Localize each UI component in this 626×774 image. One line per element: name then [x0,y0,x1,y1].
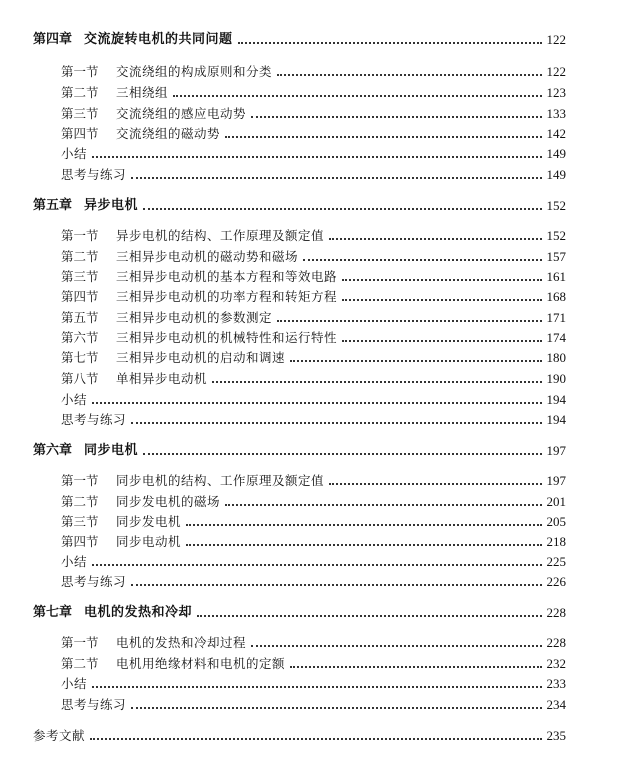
toc-section-row[interactable] [61,533,566,551]
section-number: 第八节 [61,371,99,386]
section-number: 第二节 [61,656,99,671]
toc-entry-label [61,675,87,693]
dot-leader [131,707,541,709]
toc-section-row[interactable] [61,655,566,673]
page-number: 197 [546,473,566,488]
dot-leader [212,381,541,383]
page-number: 235 [546,728,566,743]
dot-leader [131,422,541,424]
toc-entry-title: 交流绕组的构成原则和分类 [116,64,273,79]
dot-leader [92,156,541,158]
toc-entry-title: 交流绕组的感应电动势 [116,106,247,121]
toc-entry-title: 同步电机 [84,443,139,458]
toc-section-row[interactable] [61,634,566,652]
toc-section-row[interactable] [61,472,566,490]
toc-entry-label [33,442,138,460]
toc-entry-title: 思考与练习 [61,167,127,182]
toc-entry-title: 三相绕组 [116,85,169,100]
toc-entry-title: 三相异步电动机的机械特性和运行特性 [116,330,338,345]
toc-section-row[interactable] [61,573,566,591]
page-number: 194 [546,392,566,407]
toc-entry-title: 三相异步电动机的磁动势和磁场 [116,249,299,264]
toc-section-row[interactable] [61,125,566,143]
dot-leader [131,177,541,179]
dot-leader [225,136,541,138]
toc-entry-title: 异步电机 [84,198,139,213]
toc-entry-title: 同步发电机 [116,514,182,529]
toc-entry-label [33,197,138,215]
dot-leader [186,524,541,526]
toc-section-row[interactable] [61,63,566,81]
dot-leader [186,544,541,546]
section-number: 第一节 [61,64,99,79]
dot-leader [143,208,541,210]
toc-entry-title: 思考与练习 [61,574,127,589]
dot-leader [342,299,541,301]
toc-section-row[interactable] [61,227,566,245]
toc-section-row[interactable] [61,309,566,327]
section-number: 第六节 [61,330,99,345]
toc-entry-label [61,84,168,102]
toc-entry-title: 参考文献 [33,728,86,743]
toc-entry-label [61,655,285,673]
toc-entry-title: 同步电动机 [116,534,182,549]
toc-chapter-row[interactable] [33,31,566,49]
toc-section-row[interactable] [61,513,566,531]
page-number: 234 [546,697,566,712]
dot-leader [173,95,541,97]
toc-section-row[interactable] [61,268,566,286]
toc-entry-label [61,145,87,163]
toc-entry-title: 异步电机的结构、工作原理及额定值 [116,228,325,243]
toc-section-row[interactable] [61,248,566,266]
toc-entry-label [61,533,181,551]
dot-leader [90,738,541,740]
page-number: 152 [546,198,566,213]
toc-entry-label [61,268,337,286]
toc-references-row[interactable] [33,727,566,745]
section-number: 第一节 [61,473,99,488]
toc-entry-title: 小结 [61,392,88,407]
toc-section-row[interactable] [61,553,566,571]
toc-entry-label [61,553,87,571]
chapter-number: 第六章 [33,443,73,458]
toc-entry-title: 交流旋转电机的共同问题 [84,32,233,47]
page-number: 180 [546,350,566,365]
toc-entry-label [33,31,233,49]
page-number: 225 [546,554,566,569]
toc-section-row[interactable] [61,166,566,184]
toc-section-row[interactable] [61,493,566,511]
page-number: 168 [546,289,566,304]
page-number: 122 [546,64,566,79]
toc-entry-label [33,604,192,622]
toc-section-row[interactable] [61,675,566,693]
section-number: 第四节 [61,289,99,304]
page-number: 228 [546,635,566,650]
toc-entry-label [61,125,220,143]
page-number: 205 [546,514,566,529]
toc-section-row[interactable] [61,349,566,367]
toc-entry-label [61,227,324,245]
dot-leader [329,238,541,240]
dot-leader [342,279,541,281]
section-number: 第四节 [61,126,99,141]
dot-leader [92,402,541,404]
page-number: 171 [546,310,566,325]
toc-entry-title: 三相异步电动机的参数测定 [116,310,273,325]
toc-entry-title: 思考与练习 [61,412,127,427]
toc-section-row[interactable] [61,696,566,714]
toc-entry-title: 三相异步电动机的基本方程和等效电路 [116,269,338,284]
toc-entry-title: 三相异步电动机的启动和调速 [116,350,286,365]
page-number: 226 [546,574,566,589]
toc-entry-title: 单相异步电动机 [116,371,208,386]
section-number: 第三节 [61,106,99,121]
toc-chapter-row[interactable] [33,197,566,215]
toc-entry-title: 电机的发热和冷却 [84,605,193,620]
dot-leader [251,116,541,118]
page-number: 149 [546,146,566,161]
page-number: 157 [546,249,566,264]
dot-leader [225,504,541,506]
toc-entry-label [61,513,181,531]
dot-leader [277,74,541,76]
toc-entry-title: 小结 [61,676,88,691]
dot-leader [197,615,541,617]
page-number: 122 [546,32,566,47]
toc-entry-title: 交流绕组的磁动势 [116,126,221,141]
dot-leader [92,686,541,688]
page-number: 228 [546,605,566,620]
toc-chapter-row[interactable] [33,604,566,622]
section-number: 第三节 [61,269,99,284]
dot-leader [238,42,542,44]
toc-entry-label [61,329,337,347]
page-number: 190 [546,371,566,386]
toc-entry-label [61,634,246,652]
dot-leader [92,564,541,566]
toc-entry-label [61,493,220,511]
toc-entry-label [33,727,85,745]
section-number: 第二节 [61,494,99,509]
page-number: 149 [546,167,566,182]
toc-section-row[interactable] [61,391,566,409]
chapter-number: 第七章 [33,605,73,620]
toc-entry-label [61,349,285,367]
section-number: 第七节 [61,350,99,365]
toc-entry-title: 同步发电机的磁场 [116,494,221,509]
dot-leader [290,360,541,362]
dot-leader [251,645,541,647]
section-number: 第一节 [61,635,99,650]
toc-entry-title: 同步电机的结构、工作原理及额定值 [116,473,325,488]
toc-entry-label [61,63,272,81]
dot-leader [303,259,541,261]
toc-section-row[interactable] [61,288,566,306]
toc-entry-title: 思考与练习 [61,697,127,712]
dot-leader [131,584,541,586]
toc-section-row[interactable] [61,411,566,429]
toc-section-row[interactable] [61,84,566,102]
toc-entry-title: 小结 [61,146,88,161]
toc-section-row[interactable] [61,105,566,123]
section-number: 第二节 [61,249,99,264]
toc-entry-label [61,696,126,714]
dot-leader [290,666,541,668]
dot-leader [329,483,541,485]
section-number: 第四节 [61,534,99,549]
section-number: 第一节 [61,228,99,243]
toc-entry-label [61,248,298,266]
toc-entry-label [61,411,126,429]
page-number: 194 [546,412,566,427]
page-number: 123 [546,85,566,100]
toc-section-row[interactable] [61,329,566,347]
toc-entry-title: 电机用绝缘材料和电机的定额 [116,656,286,671]
toc-section-row[interactable] [61,145,566,163]
page-number: 218 [546,534,566,549]
toc-entry-label [61,105,246,123]
chapter-number: 第五章 [33,198,73,213]
section-number: 第二节 [61,85,99,100]
section-number: 第五节 [61,310,99,325]
page-number: 174 [546,330,566,345]
toc-entry-label [61,370,207,388]
page-number: 232 [546,656,566,671]
toc-section-row[interactable] [61,370,566,388]
dot-leader [143,453,541,455]
toc-entry-title: 三相异步电动机的功率方程和转矩方程 [116,289,338,304]
page-number: 142 [546,126,566,141]
toc-entry-label [61,288,337,306]
toc-entry-title: 小结 [61,554,88,569]
section-number: 第三节 [61,514,99,529]
toc-entry-label [61,573,126,591]
dot-leader [342,340,541,342]
page-number: 201 [546,494,566,509]
toc-entry-label [61,309,272,327]
page-number: 233 [546,676,566,691]
toc-entry-label [61,391,87,409]
page-number: 197 [546,443,566,458]
dot-leader [277,320,541,322]
toc-entry-label [61,472,324,490]
toc-entry-title: 电机的发热和冷却过程 [116,635,247,650]
page-number: 161 [546,269,566,284]
chapter-number: 第四章 [33,32,73,47]
toc-entry-label [61,166,126,184]
toc-chapter-row[interactable] [33,442,566,460]
page-number: 133 [546,106,566,121]
page-number: 152 [546,228,566,243]
